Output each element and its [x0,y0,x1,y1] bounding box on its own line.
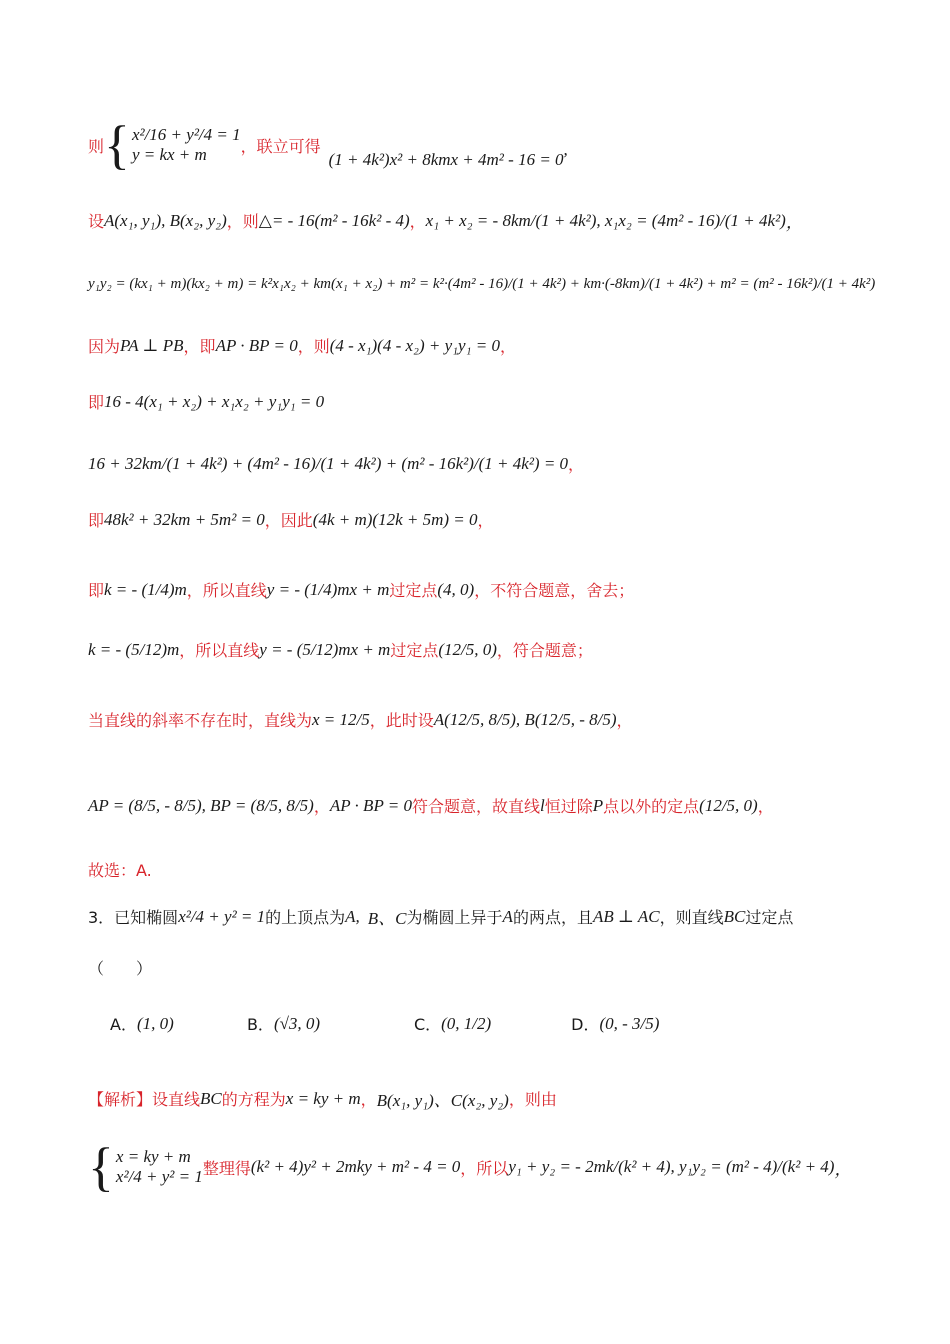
line-ji-1 [88,390,324,413]
punct: ， [499,337,516,356]
text-conclusion: 符合题意，故直线 [412,797,541,816]
ab-perp-ac: AB ⊥ AC [592,906,660,926]
expanded-condition: (4 - x₁)(4 - x₂) + y₁y₁ = 0 [329,335,500,355]
punct: ， [785,213,803,232]
line-y1y2 [88,276,875,293]
punct: ， [834,1159,852,1179]
question-3 [88,904,793,929]
fixed-point-2: (12/5, 0) [438,639,497,659]
points-bc: B、C [367,909,407,928]
punct: ， [313,797,330,816]
text-ji: 即 [88,511,105,530]
text-ze: 则 [88,136,105,156]
text-fangcheng: 的方程为 [221,1090,286,1109]
text-ji: ，即 [183,337,216,356]
option-a-value: (1, 0) [136,1013,174,1033]
equation-system [132,125,241,165]
line-factor [88,508,494,531]
text-ze: ，则 [226,212,259,231]
option-b-label: B． [246,1015,274,1034]
text-except: 恒过除 [544,797,593,816]
dot-product-zero: AP · BP = 0 [215,335,298,355]
line-perpendicular [88,334,516,357]
analysis-tag: 【解析】 [88,1090,153,1109]
punct: ， [757,797,774,816]
line-case-1 [88,578,634,601]
text-vertical: 当直线的斜率不存在时，直线为 [88,711,313,730]
text-she: 设 [88,212,105,231]
y1y2-expression: y₁y₂ = (kx₁ + m)(kx₂ + m) = k²x₁x₂ + km(x₁ + x₂) + m² = k²·(4m² - 16)/(1 + 4k²) + km·(-8km)/(1 + 4k²) + m² = (m² - 16k²)/(1 + 4k²) [88,276,876,292]
text-suoyi: ，所以直线 [186,581,267,600]
k-value-1: k = - (1/4)m [104,579,187,599]
answer-text: 故选：A. [88,861,152,880]
vectors-ap-bp: AP = (8/5, - 8/5), BP = (8/5, 8/5) [88,795,314,815]
var-p: P [592,795,604,815]
brace-icon: { [88,1137,114,1197]
text-she-line: 设直线 [152,1090,201,1109]
answer-blank: （ ） [88,959,153,978]
option-c-value: (0, 1/2) [441,1013,492,1033]
line-case-2 [88,638,593,661]
text-reject: ，不符合题意，舍去； [474,581,635,600]
equation-system-2 [116,1147,203,1187]
solution-line-1 [88,1086,557,1111]
line-substitution [88,452,584,475]
option-d-label: D． [571,1015,600,1034]
discriminant: △= - 16(m² - 16k² - 4) [258,210,410,230]
text-zeyou: ，则由 [508,1090,557,1109]
brace-icon: { [104,115,130,175]
quadratic-km: 48k² + 32km + 5m² = 0 [104,509,265,529]
vertex-a: A, [345,906,360,926]
vieta-y: y₁ + y₂ = - 2mk/(k² + 4), y₁y₂ = (m² - 4)/(k² + 4) [508,1157,835,1176]
punct: ， [568,455,585,474]
pa-perp-pb: PA ⊥ PB [120,335,184,355]
line-bc-eq: x = ky + m [285,1088,361,1108]
solution-line-2 [88,1137,852,1197]
point-a: A [502,906,513,926]
line-bc: BC [723,906,746,926]
final-fixed-point: (12/5, 0) [699,795,758,815]
option-a-label: A． [110,1015,137,1034]
substituted-equation: 16 + 32km/(1 + 4k²) + (4m² - 16)/(1 + 4k²) + (m² - 16k²)/(1 + 4k²) = 0 [88,453,569,473]
option-c-label: C． [413,1015,442,1034]
points-ab-vertical: A(12/5, 8/5), B(12/5, - 8/5) [433,709,617,729]
points-bc-coords: B(x₁, y₁)、C(x₂, y₂) [376,1091,509,1110]
line-answer [88,858,152,881]
line-system-1 [88,115,568,175]
line-vieta [88,208,803,233]
text-yinci: ，因此 [264,511,313,530]
text-ji: 即 [88,581,105,600]
line-bc-name: BC [200,1088,222,1108]
q3-intro: 3．已知椭圆 [88,908,179,927]
text-cishi: ，此时设 [369,711,434,730]
line-eq-1: y = - (1/4)mx + m [266,579,390,599]
option-d-value: (0, - 3/5) [599,1013,660,1033]
text-lianli: ，联立可得 [240,136,321,156]
q3-text-2: 为椭圆上异于 [406,908,503,927]
text-fixed-point: 点以外的定点 [603,797,700,816]
quadratic-equation: (1 + 4k²)x² + 8kmx + 4m² - 16 = 0 [328,150,564,169]
system-eq-2: y = kx + m [131,145,207,164]
fixed-point-1: (4, 0) [437,579,475,599]
text-dingdian: 过定点 [389,581,438,600]
options-row [110,1012,659,1035]
line-eq-2: y = - (5/12)mx + m [259,639,391,659]
text-yinwei: 因为 [88,337,121,356]
text-ze: ，则 [297,337,330,356]
q3-text-4: ，则直线 [659,908,724,927]
text-suoyi: ，所以 [460,1158,509,1178]
q3-text-1: 的上顶点为 [265,908,346,927]
punct: ， [360,1090,377,1109]
punct: ， [409,212,426,231]
question-3-paren [88,956,152,979]
text-suoyi: ，所以直线 [179,641,260,660]
condition-expansion: 16 - 4(x₁ + x₂) + x₁x₂ + y₁y₁ = 0 [104,391,325,411]
var-l: l [540,795,545,815]
q3-text-3: 的两点，且 [512,908,593,927]
option-b-value: (√3, 0) [273,1013,321,1033]
line-vectors [88,794,774,817]
system2-eq-2: x²/4 + y² = 1 [115,1167,203,1186]
text-ji: 即 [88,393,105,412]
system-eq-1: x²/16 + y²/4 = 1 [131,125,241,144]
q3-text-5: 过定点 [745,908,794,927]
dot-zero: AP · BP = 0 [329,795,412,815]
points-ab: A(x₁, y₁), B(x₂, y₂) [104,210,227,230]
quadratic-y: (k² + 4)y² + 2mky + m² - 4 = 0 [250,1157,461,1176]
text-dingdian: 过定点 [390,641,439,660]
punct: , [563,140,568,159]
ellipse-eq: x²/4 + y² = 1 [178,906,266,926]
text-zhengli: 整理得 [202,1158,251,1178]
sum-roots: x₁ + x₂ = - 8km/(1 + 4k²) [425,210,597,230]
k-value-2: k = - (5/12)m [88,639,180,659]
line-vertical-case [88,708,633,731]
factored-form: (4k + m)(12k + 5m) = 0 [312,509,478,529]
punct: ， [616,711,633,730]
system2-eq-1: x = ky + m [115,1147,191,1166]
x-const: x = 12/5 [312,709,370,729]
punct: ， [477,511,494,530]
product-roots: , x₁x₂ = (4m² - 16)/(1 + 4k²) [596,210,786,230]
text-accept: ，符合题意； [496,641,593,660]
